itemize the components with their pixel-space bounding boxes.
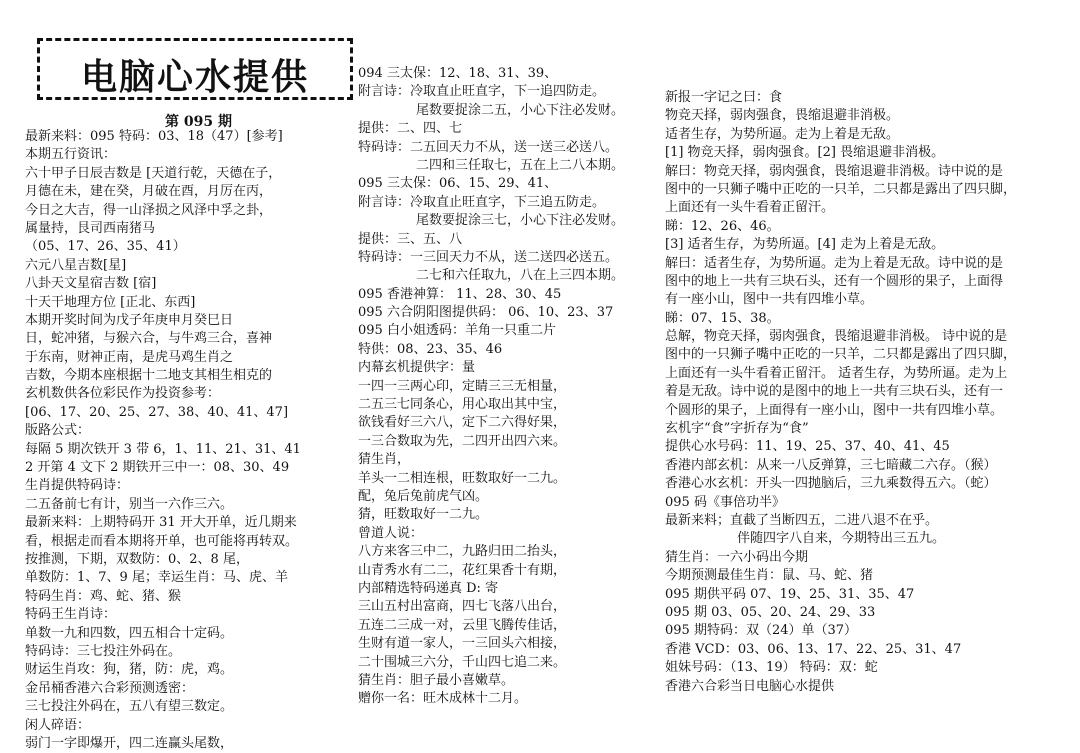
text-line: 三山五村出富商，四七飞落八出台，: [358, 599, 567, 615]
text-line: 最新来料；直截了当断四五，二进八退不在乎。: [665, 512, 939, 528]
text-line: 五连二三成一对，云里飞腾传佳话，: [358, 617, 567, 633]
text-line: 二四和三任取七，五在上二八本期。: [416, 157, 625, 173]
text-line: 内幕玄机提供字：量: [358, 360, 476, 376]
text-line: 着是无敌。诗中说的是图中的地上一共有三块石头，还有一: [665, 384, 1004, 400]
text-line: 月德在未，建在癸，月破在酉，月厉在丙，: [25, 184, 273, 200]
text-line: 看，根据走而看本期将开单，也可能将再转双。: [25, 533, 299, 549]
text-line: 附言诗：冷取直止旺直字，下一追四防走。: [358, 84, 606, 100]
text-line: 八方来客三中二，九路归田二抬头，: [358, 544, 567, 560]
text-line: 内部精选特码递真 D: 寄: [358, 580, 499, 596]
text-line: 香港六合彩当日电脑心水提供: [665, 678, 835, 694]
text-line: 特码生肖：鸡、蛇、猪、猴: [25, 588, 182, 604]
text-line: 个圆形的果子，上面得有一座小山，图中一共有四堆小草。: [665, 402, 1004, 418]
text-line: 伴随四字八自来，今期特出三五九。: [737, 531, 946, 547]
text-line: 财运生肖攻：狗，猪，防：虎，鸡。: [25, 662, 234, 678]
text-line: 095 期 03、05、20、24、29、33: [665, 604, 876, 620]
text-line: 特码诗：一三回天力不从，送二送四必送五。: [358, 249, 619, 265]
text-line: 本期开奖时间为戊子年庚申月癸巳日: [25, 312, 234, 328]
text-line: 解曰：物竞天择，弱肉强食，畏缩退避非消极。诗中说的是: [665, 163, 1004, 179]
text-line: 猜生肖：一六小码出今期: [665, 549, 809, 565]
text-line: 闲人碎语：: [25, 717, 91, 733]
text-line: 附言诗：冷取直止旺直字，下三追五防走。: [358, 194, 606, 210]
text-line: 猜生肖：胆子最小喜嫩草。: [358, 672, 515, 688]
text-line: （05、17、26、35、41）: [25, 239, 186, 255]
text-line: [1] 物竞天择，弱肉强食。[2] 畏缩退避非消极。: [665, 145, 945, 161]
text-line: 提供心水号码：11、19、25、37、40、41、45: [665, 439, 950, 455]
text-line: 曾道人说：: [358, 525, 424, 541]
text-line: 提供：三、五、八: [358, 231, 463, 247]
text-line: 095 香港神算： 11、28、30、45: [358, 286, 562, 302]
text-line: 十天干地理方位 [正北、东西]: [25, 294, 196, 310]
text-line: 金吊桶香港六合彩预测透密：: [25, 680, 195, 696]
text-line: 尾数要捉涂二五，小心下注必发财。: [416, 102, 625, 118]
text-line: 最新来料：095 特码：03、18（47）[参考]: [25, 129, 283, 144]
text-line: 按推测，下期，双数防：0、2、8 尾，: [25, 551, 249, 567]
text-line: 提供：二、四、七: [358, 121, 463, 137]
text-line: 八卦天文星宿吉数 [宿]: [25, 276, 157, 292]
text-line: 095 三太保：06、15、29、41、: [358, 176, 558, 192]
text-line: 特码王生肖诗：: [25, 607, 117, 623]
text-line: 特码诗：三七投注外码在。: [25, 643, 182, 659]
text-line: 特码诗：二五回天力不从，送一送三必送八。: [358, 139, 619, 155]
text-line: 二五三七同条心，用心取出其中宝，: [358, 397, 567, 413]
text-line: 二七和六任取九，八在上三四本期。: [416, 268, 625, 284]
issue-number: 第 095 期: [165, 114, 232, 130]
text-line: 有一座小山，图中一共有四堆小草。: [665, 292, 874, 308]
column-middle: [358, 65, 658, 709]
text-line: 图中的地上一共有三块石头，还有一个圆形的果子，上面得: [665, 273, 1004, 289]
text-line: [3] 适者生存，为势所逼。[4] 走为上着是无敌。: [665, 237, 945, 253]
text-line: 羊头一二相连根，旺数取好一二九。: [358, 470, 567, 486]
text-line: 吉数，今期本座根据十二地支其相生相克的: [25, 368, 273, 384]
text-line: 095 码《事倍功半》: [665, 494, 785, 510]
text-line: 今期预测最佳生肖：鼠、马、蛇、猪: [665, 568, 874, 584]
text-line: 属量持，艮司西南猪马: [25, 220, 156, 236]
text-line: 香港心水玄机：开头一四抛脑后，三九乘数得五六。（蛇）: [665, 476, 997, 492]
text-line: 上面还有一头牛看着正留汗。 适者生存，为势所逼。走为上: [665, 365, 1008, 381]
text-line: 香港 VCD：03、06、13、17、22、25、31、47: [665, 641, 962, 657]
text-line: [06、17、20、25、27、38、40、41、47]: [25, 404, 289, 420]
text-line: 094 三太保：12、18、31、39、: [358, 66, 558, 81]
text-line: 玄机字“食”字折存为“食”: [665, 421, 809, 437]
text-line: 每隔 5 期次铁开 3 带 6，1、11、21、31、41: [25, 441, 301, 457]
text-line: 二十围城三六分，千山四七追二来。: [358, 654, 567, 670]
page-title: 电脑心水提供: [80, 57, 309, 98]
text-line: 适者生存，为势所逼。走为上着是无敌。: [665, 126, 900, 142]
text-line: 六十甲子日辰吉数是 [天道行乾，天德在子，: [25, 165, 282, 181]
text-line: 单数一九和四数，四五相合十定码。: [25, 625, 234, 641]
text-line: 生财有道一家人，一三回头六相接，: [358, 636, 567, 652]
text-line: 猜生肖，: [358, 452, 411, 468]
text-line: 三七投注外码在，五八有望三数定。: [25, 699, 234, 715]
text-line: 总解，物竞天择，弱肉强食，畏缩退避非消极。 诗中说的是: [665, 329, 1008, 345]
text-line: 095 期供平码 07、19、25、31、35、47: [665, 586, 915, 602]
text-line: 猜，旺数取好一二九。: [358, 507, 489, 523]
text-line: 睇：07、15、38。: [665, 310, 780, 326]
text-line: 物竞天择，弱肉强食，畏缩退避非消极。: [665, 108, 900, 124]
text-line: 解曰：适者生存，为势所逼。走为上着是无敌。诗中说的是: [665, 255, 1004, 271]
text-line: 095 六合阴阳图提供码： 06、10、23、37: [358, 305, 614, 321]
text-line: 图中的一只狮子嘴中正吃的一只羊，二只都是露出了四只脚，: [665, 181, 1017, 197]
text-line: 一三合数取为先，二四开出四六来。: [358, 433, 567, 449]
text-line: 图中的一只狮子嘴中正吃的一只羊，二只都是露出了四只脚，: [665, 347, 1017, 363]
text-line: 生肖提供特码诗：: [25, 478, 130, 494]
text-line: 最新来料：上期特码开 31 开大开单，近几期来: [25, 515, 297, 531]
text-line: 095 期特码：双（24）单（37）: [665, 623, 858, 639]
text-line: 欲钱看好三六八，定下二六得好果，: [358, 415, 567, 431]
text-line: 山青秀水有二二，花红果香十有期，: [358, 562, 567, 578]
text-line: 尾数要捉涂三七，小心下注必发财。: [416, 213, 625, 229]
text-line: 赠你一名：旺木成林十二月。: [358, 691, 528, 707]
text-line: 配，兔后兔前虎气凶。: [358, 488, 489, 504]
text-line: 香港内部玄机：从来一八反弹算，三七暗藏二六存。（猴）: [665, 457, 997, 473]
text-line: 上面还有一头牛看着正留汗。: [665, 200, 835, 216]
text-line: 新报一字记之曰：食: [665, 90, 783, 105]
text-line: 于东南，财神正南，是虎马鸡生肖之: [25, 349, 234, 365]
text-line: 弱门一字即爆开，四二连赢头尾数，: [25, 735, 234, 751]
text-line: 日，蛇冲猪，与猴六合，与牛鸡三合，喜神: [25, 331, 273, 347]
text-line: 姐妹号码：（13、19） 特码：双：蛇: [665, 660, 878, 676]
text-line: 版路公式：: [25, 423, 91, 439]
column-right: [665, 89, 1075, 696]
text-line: 单数防：1、7、9 尾；幸运生肖：马、虎、羊: [25, 570, 288, 586]
text-line: 今日之大吉，得一山泽损之风泽中孚之卦，: [25, 202, 273, 218]
text-line: 六元八星吉数[星]: [25, 257, 127, 273]
text-line: 2 开第 4 文下 2 期铁开三中一：08、30、49: [25, 460, 290, 476]
title-box: [37, 38, 353, 100]
text-line: 二五备前七有计，别当一六作三六。: [25, 496, 234, 512]
text-line: 本期五行资讯：: [25, 147, 117, 163]
text-line: 一四一三两心印，定睛三三无相量，: [358, 378, 567, 394]
text-line: 特供：08、23、35、46: [358, 341, 503, 357]
column-left: [25, 128, 355, 753]
text-line: 玄机数供各位彩民作为投资参考：: [25, 386, 221, 402]
text-line: 095 白小姐透码：羊角一只重二片: [358, 323, 556, 339]
text-line: 睇：12、26、46。: [665, 218, 780, 234]
